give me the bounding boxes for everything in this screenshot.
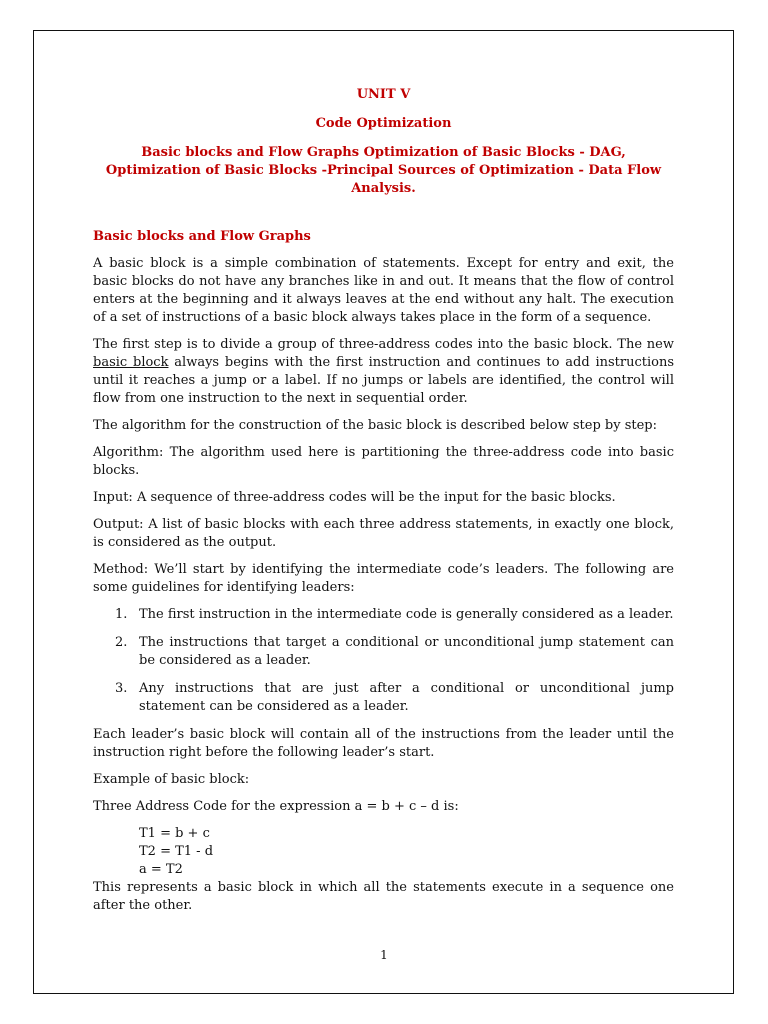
paragraph-first-step-start: The first step is to divide a group of three-address codes into the basic block. The new (93, 337, 674, 352)
paragraph-output: Output: A list of basic blocks with each three address statements, in exactly one block, is considered as the output. (93, 517, 674, 550)
paragraph-method: Method: We’ll start by identifying the intermediate code’s leaders. The following are some guidelines for identifying leaders: (93, 562, 674, 595)
page-number: 1 (380, 948, 388, 962)
paragraph-example-label: Example of basic block: (93, 772, 250, 787)
paragraph-input: Input: A sequence of three-address codes will be the input for the basic blocks. (93, 490, 616, 505)
list-item-text: The instructions that target a conditional or unconditional jump statement can be considered as a leader. (139, 635, 674, 668)
code-block (139, 825, 674, 879)
list-item-number: 2. (115, 635, 128, 650)
topics-list: Basic blocks and Flow Graphs Optimization of Basic Blocks - DAG, Optimization of Basic Blocks -Principal Sources of Optimization - Data Flow Analysis. (105, 145, 662, 196)
list-item (93, 680, 674, 716)
paragraph-algorithm-intro: The algorithm for the construction of the basic block is described below step by step: (93, 418, 657, 433)
code-line: T1 = b + c (139, 826, 210, 841)
list-item (93, 606, 674, 624)
list-item-number: 1. (115, 607, 128, 622)
paragraph-definition: A basic block is a simple combination of statements. Except for entry and exit, the basic blocks do not have any branches like in and out. It means that the flow of control enters at the beginning and it always leaves at the end without any halt. The execution of a set of instructions of a basic block always takes place in the form of a sequence. (93, 256, 674, 325)
chapter-title: Code Optimization (315, 116, 452, 131)
list-item-text: The first instruction in the intermediate code is generally considered as a leader. (139, 607, 674, 622)
list-item-text: Any instructions that are just after a conditional or unconditional jump statement can be considered as a leader. (139, 681, 674, 714)
document-body (93, 86, 674, 915)
paragraph-algorithm: Algorithm: The algorithm used here is partitioning the three-address code into basic blocks. (93, 445, 674, 478)
code-line: a = T2 (139, 862, 183, 877)
code-line: T2 = T1 - d (139, 844, 214, 859)
paragraph-tac-intro: Three Address Code for the expression a = b + c – d is: (93, 799, 459, 814)
leaders-list (93, 606, 674, 716)
paragraph-first-step (93, 336, 674, 408)
paragraph-each-leader: Each leader’s basic block will contain all of the instructions from the leader until the instruction right before the following leader’s start. (93, 727, 674, 760)
paragraph-closing: This represents a basic block in which all the statements execute in a sequence one after the other. (93, 880, 674, 913)
section-heading: Basic blocks and Flow Graphs (93, 229, 311, 244)
list-item (93, 634, 674, 670)
unit-title: UNIT V (356, 87, 411, 102)
basic-block-link[interactable]: basic block (93, 355, 169, 370)
paragraph-first-step-end: always begins with the first instruction and continues to add instructions until it reaches a jump or a label. If no jumps or labels are identified, the control will flow from one instruction to the next in sequential order. (93, 355, 675, 406)
list-item-number: 3. (115, 681, 128, 696)
